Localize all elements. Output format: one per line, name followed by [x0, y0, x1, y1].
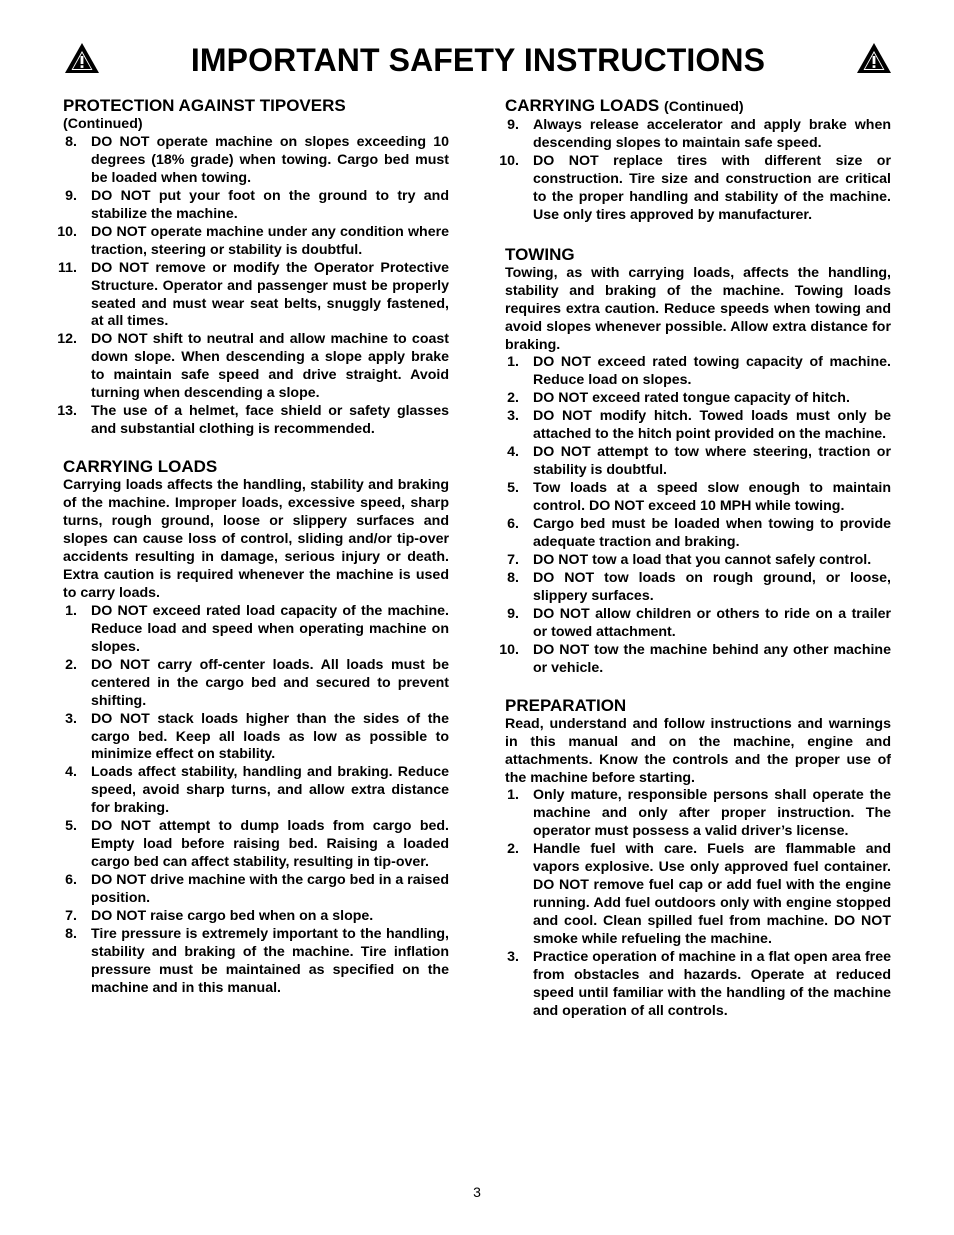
page-title: IMPORTANT SAFETY INSTRUCTIONS [190, 42, 766, 78]
list-item-text: Always release accelerator and apply brake when descending slopes to maintain safe speed. [533, 117, 891, 151]
list-item-text: DO NOT tow the machine behind any other machine or vehicle. [533, 641, 891, 676]
list-item-number: 9. [507, 117, 519, 133]
list-item [63, 603, 449, 657]
carrying-loads-continued-list [499, 117, 891, 225]
list-item-text: DO NOT replace tires with different size or construction. Tire size and construction are critical to the proper handling and stability of the machine. Use only tires approved by manufacturer. [533, 152, 891, 223]
list-item [505, 516, 891, 552]
warning-icon [856, 42, 892, 74]
list-item-number: 3. [507, 949, 519, 966]
towing-list [499, 354, 891, 677]
section-tipovers [57, 96, 449, 439]
right-column [499, 96, 891, 1021]
list-item-text: The use of a helmet, face shield or safety glasses and substantial clothing is recommended. [91, 403, 449, 438]
list-item-text: DO NOT remove or modify the Operator Protective Structure. Operator and passenger must be properly seated and must wear seat belts, snuggly fastened, at all times. [91, 259, 449, 330]
list-item [505, 787, 891, 841]
list-item [58, 259, 449, 332]
list-item-text: Tire pressure is extremely important to the handling, stability and braking of the machine. Tire inflation pressure must be maintained as specified on the machine and in this manual. [91, 925, 449, 996]
list-item-text: DO NOT allow children or others to ride on a trailer or towed attachment. [533, 605, 891, 640]
list-item-text: DO NOT drive machine with the cargo bed in a raised position. [91, 872, 449, 907]
list-item-number: 2. [507, 390, 519, 407]
list-item-text: Cargo bed must be loaded when towing to provide adequate traction and braking. [533, 516, 891, 551]
carrying-loads-list [63, 603, 449, 998]
list-item-number: 7. [65, 908, 77, 925]
list-item [63, 134, 449, 188]
list-item [505, 354, 891, 390]
list-item-number: 2. [507, 841, 519, 858]
section-intro: Carrying loads affects the handling, stability and braking of the machine. Improper loads, excessive speed, sharp turns, rough ground, loose or slippery surfaces and slopes can cause loss of control, sliding and/or tip-over accidents resulting in damage, serious injury or death. Extra caution is required whenever the machine is used to carry loads. [63, 477, 449, 601]
section-intro: Towing, as with carrying loads, affects the handling, stability and braking of the machine. Towing loads requires extra caution. Reduce speeds when towing and avoid slopes whenever possible. Allow extra distance for braking. [505, 264, 891, 353]
list-item-number: 13. [57, 403, 77, 420]
section-heading: CARRYING LOADS [63, 457, 218, 477]
tipovers-list [57, 133, 449, 439]
list-item [499, 152, 891, 225]
list-item [63, 711, 449, 765]
list-item-text: Practice operation of machine in a flat open area free from obstacles and hazards. Operate at reduced speed until familiar with the handling of the machine and operation of all controls. [533, 949, 891, 1019]
list-item-number: 6. [507, 516, 519, 533]
list-item [505, 444, 891, 480]
list-item [499, 641, 891, 678]
list-item [63, 764, 449, 818]
list-item [505, 570, 891, 606]
continued-label: (Continued) [664, 99, 744, 115]
list-item-number: 8. [65, 133, 77, 150]
section-heading: TOWING [505, 244, 575, 264]
list-item-number: 10. [499, 641, 519, 658]
list-item [505, 841, 891, 949]
list-item-number: 4. [65, 764, 77, 781]
list-item [57, 223, 449, 260]
list-item-number: 8. [507, 569, 519, 586]
preparation-list [505, 787, 891, 1020]
list-item-number: 8. [65, 925, 77, 942]
section-carrying-loads [63, 457, 449, 998]
section-preparation [505, 696, 891, 1021]
list-item-number: 1. [65, 602, 77, 619]
list-item-number: 6. [65, 872, 77, 889]
list-item [505, 117, 891, 153]
section-heading: PREPARATION [505, 695, 627, 715]
list-item-text: Handle fuel with care. Fuels are flammable and vapors explosive. Use only approved fuel container. DO NOT remove fuel cap or add fuel with the engine running. Add fuel outdoors only with engine stopped and cool. Clean spilled fuel from machine. DO NOT smoke while refueling the machine. [533, 841, 891, 948]
list-item [505, 480, 891, 516]
list-item-text: DO NOT operate machine under any condition where traction, steering or stability is doubtful. [91, 223, 449, 258]
list-item [505, 606, 891, 642]
list-item [63, 818, 449, 872]
list-item [63, 872, 449, 908]
list-item-number: 1. [507, 354, 519, 371]
list-item-number: 2. [65, 656, 77, 673]
list-item-text: DO NOT exceed rated tongue capacity of hitch. [533, 390, 850, 407]
list-item-text: DO NOT operate machine on slopes exceeding 10 degrees (18% grade) when towing. Cargo bed must be loaded when towing. [91, 133, 449, 186]
list-item-text: DO NOT stack loads higher than the sides of the cargo bed. Keep all loads as low as possible to minimize effect on stability. [91, 710, 449, 763]
list-item [63, 657, 449, 711]
list-item-text: DO NOT attempt to tow where steering, traction or stability is doubtful. [533, 444, 891, 479]
list-item [505, 390, 891, 408]
section-heading-text: CARRYING LOADS [505, 96, 660, 115]
list-item-text: DO NOT attempt to dump loads from cargo bed. Empty load before raising bed. Raising a loaded cargo bed can affect stability, resulting in tip-over. [91, 818, 449, 871]
continued-label: (Continued) [63, 116, 143, 132]
page-number: 3 [473, 1184, 481, 1200]
list-item-text: Loads affect stability, handling and braking. Reduce speed, avoid sharp turns, and allow extra distance for braking. [91, 764, 449, 817]
list-item-number: 10. [57, 223, 77, 240]
list-item-number: 3. [507, 408, 519, 425]
list-item-text: DO NOT raise cargo bed when on a slope. [91, 908, 374, 925]
list-item-text: DO NOT exceed rated towing capacity of machine. Reduce load on slopes. [533, 354, 891, 389]
list-item-text: Tow loads at a speed slow enough to maintain control. DO NOT exceed 10 MPH while towing. [533, 480, 891, 515]
list-item-text: DO NOT exceed rated load capacity of the machine. Reduce load and speed when operating machine on slopes. [91, 602, 449, 655]
list-item-number: 5. [507, 480, 519, 497]
list-item-number: 7. [507, 551, 519, 568]
list-item-text: DO NOT put your foot on the ground to try and stabilize the machine. [91, 187, 449, 222]
section-heading: PROTECTION AGAINST TIPOVERS [63, 96, 346, 115]
left-column [57, 96, 449, 998]
list-item [63, 908, 449, 926]
list-item [57, 331, 449, 403]
list-item-number: 9. [65, 187, 77, 204]
section-heading [505, 96, 891, 117]
list-item-text: Only mature, responsible persons shall operate the machine and only after proper instruction. The operator must possess a valid driver’s license. [533, 787, 891, 840]
page-header [62, 38, 894, 84]
list-item-number: 12. [57, 331, 77, 348]
section-towing [499, 244, 891, 678]
list-item [505, 552, 891, 570]
list-item-text: DO NOT modify hitch. Towed loads must only be attached to the hitch point provided on the machine. [533, 408, 891, 443]
list-item [63, 188, 449, 224]
section-intro: Read, understand and follow instructions and warnings in this manual and on the machine, engine and attachments. Know the controls and the proper use of the machine before starting. [505, 715, 891, 786]
list-item-number: 9. [507, 605, 519, 622]
section-carrying-loads-continued [499, 96, 891, 225]
list-item-text: DO NOT tow a load that you cannot safely control. [533, 551, 872, 568]
list-item-number: 10. [499, 152, 519, 169]
list-item [57, 403, 449, 439]
list-item [505, 949, 891, 1021]
list-item-number: 1. [507, 787, 519, 804]
list-item-number: 11. [58, 259, 77, 276]
list-item-text: DO NOT carry off-center loads. All loads must be centered in the cargo bed and secured to prevent shifting. [91, 656, 449, 709]
list-item-number: 4. [507, 444, 519, 461]
list-item [505, 408, 891, 444]
list-item-text: DO NOT shift to neutral and allow machine to coast down slope. When descending a slope apply brake to maintain safe speed and drive straight. Avoid turning when descending a slope. [91, 331, 449, 402]
list-item-text: DO NOT tow loads on rough ground, or loose, slippery surfaces. [533, 569, 891, 604]
list-item [63, 926, 449, 998]
list-item-number: 3. [65, 710, 77, 727]
list-item-number: 5. [65, 818, 77, 835]
